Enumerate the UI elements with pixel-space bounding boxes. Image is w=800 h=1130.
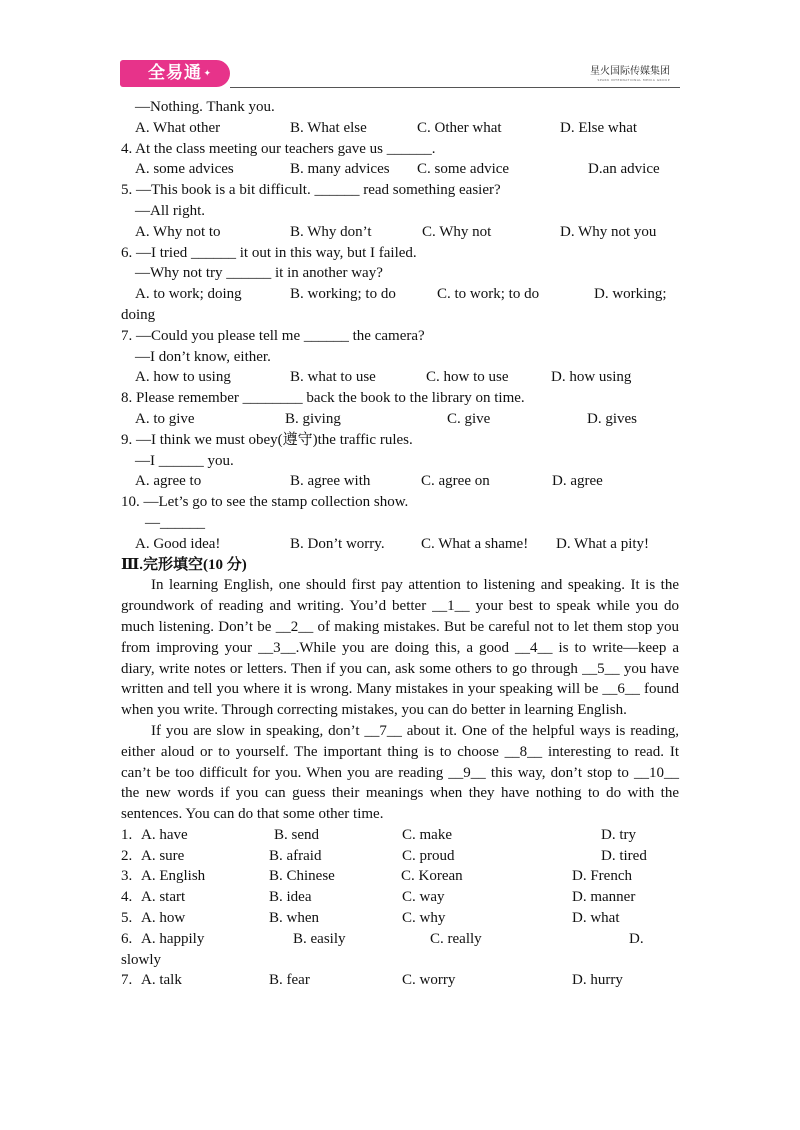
option-a: A. how to using — [135, 369, 231, 386]
choice-d: D. try — [601, 826, 636, 843]
choice-a: A. how — [141, 910, 186, 927]
choice-b: B. Chinese — [269, 868, 335, 885]
question-stem-reply: —All right. — [135, 202, 205, 219]
choice-b: B. fear — [269, 972, 310, 989]
header-rule — [230, 87, 680, 88]
option-c: C. how to use — [426, 369, 509, 386]
question-options — [121, 367, 679, 388]
option-wrap: doing — [121, 306, 156, 323]
choice-c: C. make — [402, 826, 452, 843]
option-c: C. some advice — [417, 161, 510, 178]
option-a: A. What other — [135, 119, 221, 136]
document-body — [121, 97, 679, 991]
option-c: C. Other what — [417, 119, 502, 136]
question-stem: —Nothing. Thank you. — [135, 99, 275, 115]
choice-d: D. — [629, 930, 644, 947]
cloze-choice-row — [121, 908, 679, 929]
publisher-label: 星火国际传媒集团 — [590, 66, 670, 77]
choice-b: B. send — [274, 826, 319, 843]
cloze-choice-row — [121, 866, 679, 887]
question-options — [121, 222, 679, 243]
question-options — [121, 118, 679, 139]
option-a: A. Why not to — [135, 223, 221, 240]
cloze-paragraph-1: In learning English, one should first pay attention to listening and speaking. It is the groundwork of reading and writing. You’d better __1__ your best to speak while you do much listening. Don’t be __2__ of making mistakes. But be careful not to let them stop you from improving your __3__.While you are doing this, a good __4__ is to write—keep a diary, write notes or letters. Then if you can, ask some others to go through __5__ you have written and tell you where it is wrong. Many mistakes in your speaking will be __6__ found when you write. Through correcting mistakes, you can do better in learning English. — [121, 577, 679, 719]
option-c: C. Why not — [422, 223, 492, 240]
option-b: B. many advices — [290, 161, 390, 178]
choice-b: B. easily — [293, 930, 346, 947]
option-d: D. gives — [587, 410, 637, 427]
question-stem: 9. —I think we must obey(遵守)the traffic rules. — [121, 431, 413, 448]
option-c: C. What a shame! — [421, 535, 529, 552]
cloze-choice-row — [121, 970, 679, 991]
question-options — [121, 284, 679, 305]
option-d: D. Else what — [560, 119, 638, 136]
choice-c: C. really — [430, 930, 482, 947]
question-stem: 6. —I tried ______ it out in this way, but I failed. — [121, 244, 417, 261]
question-options — [121, 159, 679, 180]
cloze-choice-row — [121, 887, 679, 908]
choice-number: 2. — [121, 847, 133, 864]
choice-number: 6. — [121, 930, 133, 947]
question-stem: 10. —Let’s go to see the stamp collection show. — [121, 494, 409, 511]
option-b: B. working; to do — [290, 286, 396, 303]
publisher-subtitle: SPARK INTERNATIONAL MEDIA GROUP — [597, 78, 670, 82]
option-b: B. What else — [290, 119, 367, 136]
option-b: B. giving — [285, 410, 341, 427]
question-options — [121, 534, 679, 555]
option-a: A. some advices — [135, 161, 234, 178]
choice-a: A. sure — [141, 847, 185, 864]
choice-d: D. French — [572, 868, 632, 885]
choice-d: D. what — [572, 910, 620, 927]
option-a: A. agree to — [135, 473, 202, 490]
section-heading: Ⅲ.完形填空(10 分) — [121, 556, 247, 573]
option-d: D.an advice — [588, 161, 660, 178]
option-d: D. how using — [551, 369, 632, 386]
logo-text: 全易通 — [148, 63, 202, 83]
option-b: B. Why don’t — [290, 223, 372, 240]
cloze-paragraph-2: If you are slow in speaking, don’t __7__ about it. One of the helpful ways is reading, either aloud or to yourself. The important thing is to choose __8__ interesting to read. It can’t be too difficult for you. When you are reading __9__ this way, don’t stop to __10__ the new words if you can guess their meanings when they have nothing to do with the sentences. You can do that some other time. — [121, 722, 679, 823]
choice-wrap: slowly — [121, 951, 162, 968]
choice-number: 3. — [121, 868, 133, 885]
question-options — [121, 471, 679, 492]
choice-a: A. happily — [141, 930, 205, 947]
choice-c: C. why — [402, 910, 446, 927]
choice-d: D. hurry — [572, 972, 623, 989]
option-a: A. Good idea! — [135, 535, 221, 552]
choice-a: A. have — [141, 826, 188, 843]
page-header — [120, 60, 680, 88]
option-c: C. to work; to do — [437, 286, 540, 303]
publisher-name — [590, 62, 670, 82]
choice-d: D. manner — [572, 889, 636, 906]
choice-b: B. when — [269, 910, 319, 927]
cloze-choice-row — [121, 929, 679, 950]
choice-number: 4. — [121, 889, 133, 906]
question-stem: 4. At the class meeting our teachers gave us ______. — [121, 140, 436, 157]
cloze-choice-row — [121, 825, 679, 846]
option-b: B. agree with — [290, 473, 371, 490]
choice-number: 7. — [121, 972, 133, 989]
option-a: A. to give — [135, 410, 195, 427]
cloze-choice-row — [121, 846, 679, 867]
choice-number: 5. — [121, 910, 133, 927]
option-a: A. to work; doing — [135, 286, 242, 303]
option-d: D. agree — [552, 473, 603, 490]
option-d: D. What a pity! — [556, 535, 650, 552]
option-b: B. Don’t worry. — [290, 535, 385, 552]
option-c: C. agree on — [421, 473, 490, 490]
question-stem-reply: —______ — [145, 514, 205, 531]
option-d: D. working; — [594, 286, 667, 303]
choice-number: 1. — [121, 826, 133, 843]
choice-c: C. proud — [402, 847, 455, 864]
question-stem: 7. —Could you please tell me ______ the camera? — [121, 327, 425, 344]
choice-b: B. idea — [269, 889, 312, 906]
choice-c: C. worry — [402, 972, 456, 989]
star-icon: ✦ — [203, 69, 212, 79]
option-b: B. what to use — [290, 369, 376, 386]
choice-c: C. way — [402, 889, 445, 906]
choice-a: A. start — [141, 889, 186, 906]
question-stem-reply: —I ______ you. — [135, 452, 234, 469]
question-stem-reply: —Why not try ______ it in another way? — [135, 265, 383, 282]
choice-c: C. Korean — [401, 868, 463, 885]
option-c: C. give — [447, 410, 491, 427]
question-stem: 8. Please remember ________ back the book to the library on time. — [121, 390, 525, 407]
option-d: D. Why not you — [560, 223, 657, 240]
choice-a: A. English — [141, 868, 206, 885]
question-stem-reply: —I don’t know, either. — [135, 348, 271, 365]
choice-a: A. talk — [141, 972, 182, 989]
choice-d: D. tired — [601, 847, 647, 864]
question-stem: 5. —This book is a bit difficult. ______ read something easier? — [121, 182, 501, 199]
question-options — [121, 409, 679, 430]
brand-logo — [120, 60, 230, 87]
choice-b: B. afraid — [269, 847, 322, 864]
